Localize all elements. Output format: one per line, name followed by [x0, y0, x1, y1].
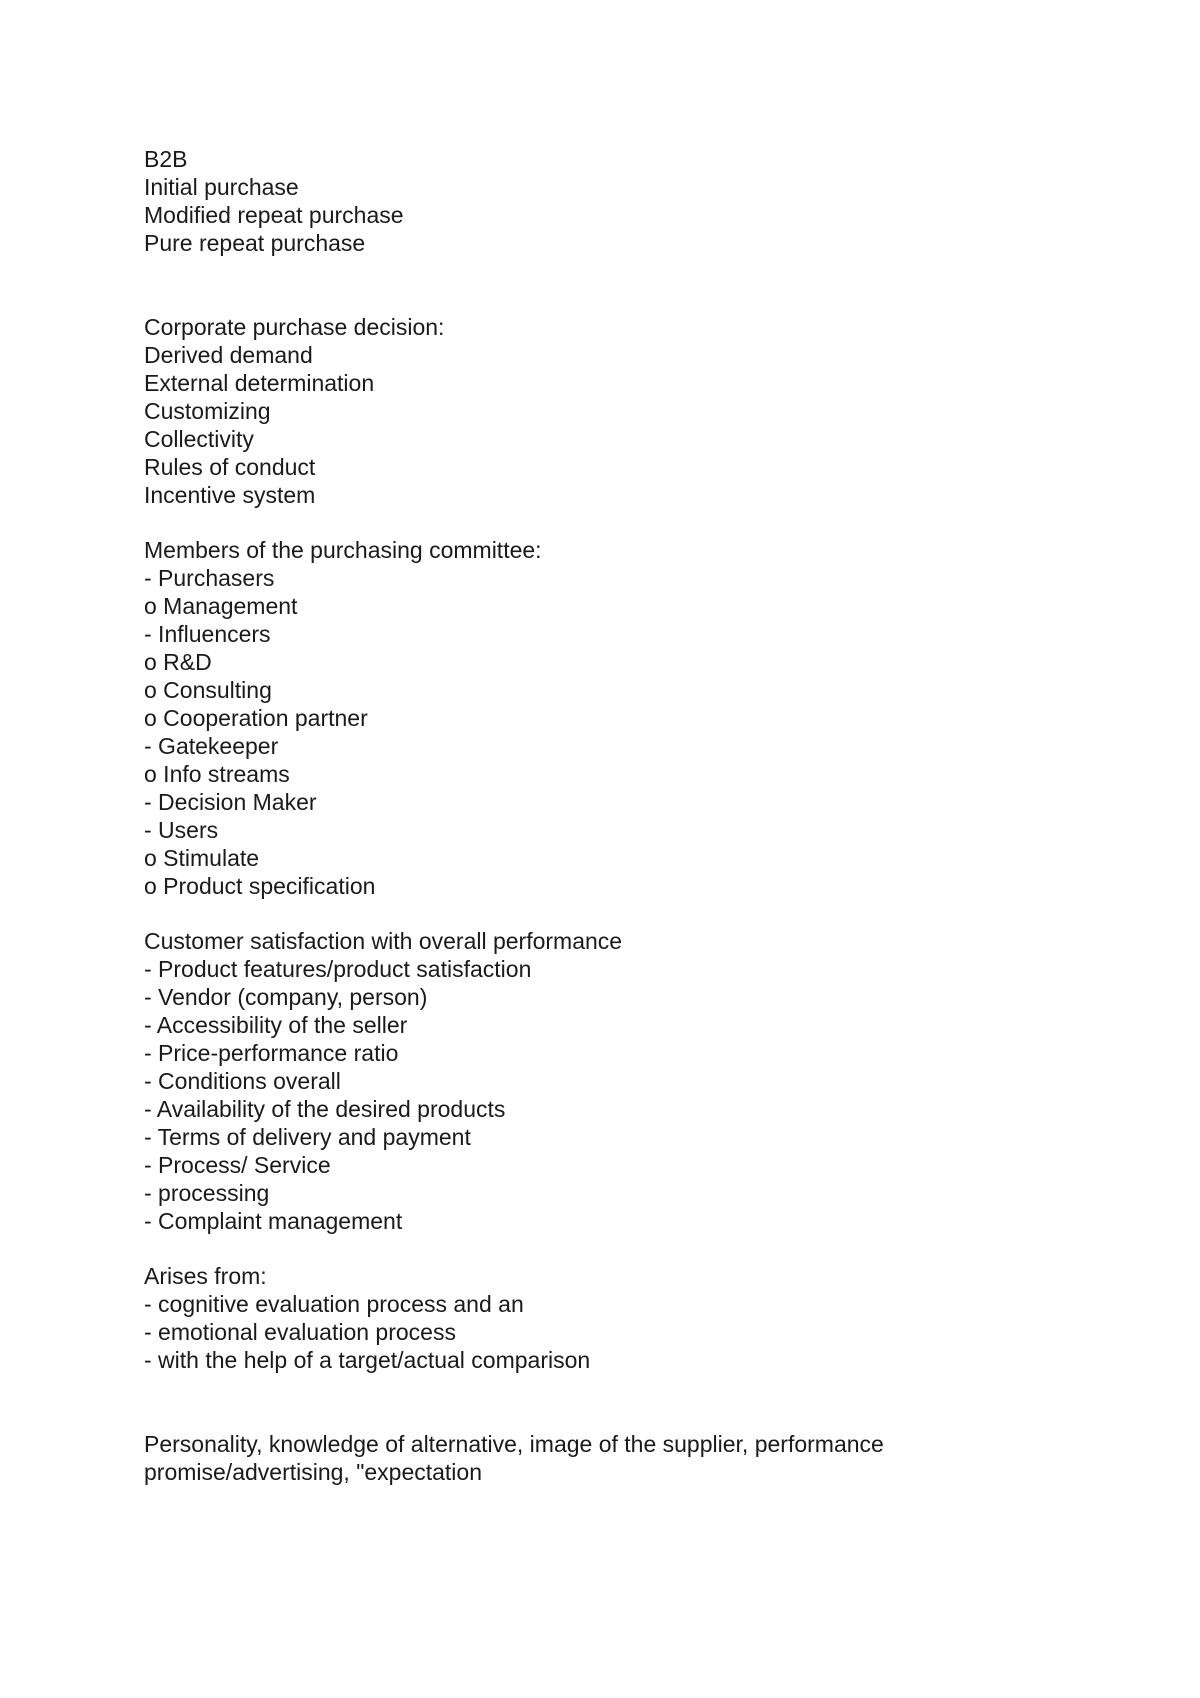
list-item: Rules of conduct — [144, 454, 316, 480]
list-item: o Stimulate — [144, 845, 260, 871]
list-item: Pure repeat purchase — [144, 230, 366, 256]
expectation-paragraph: Personality, knowledge of alternative, image of the supplier, performance promise/advertising, "expectation — [144, 1431, 884, 1485]
list-item: Derived demand — [144, 342, 313, 368]
list-item: o Product specification — [144, 873, 376, 899]
spacer — [144, 257, 1044, 313]
list-item: - Price-performance ratio — [144, 1040, 399, 1066]
section-customer-satisfaction — [144, 927, 1044, 1235]
list-item: - Complaint management — [144, 1208, 403, 1234]
spacer — [144, 1235, 1044, 1262]
spacer — [144, 1374, 1044, 1430]
list-item: External determination — [144, 370, 375, 396]
section-b2b — [144, 145, 1044, 257]
spacer — [144, 509, 1044, 536]
list-item: - Influencers — [144, 621, 271, 647]
list-item: Modified repeat purchase — [144, 202, 404, 228]
list-item: o Info streams — [144, 761, 290, 787]
list-item: - Accessibility of the seller — [144, 1012, 408, 1038]
list-item: o Cooperation partner — [144, 705, 368, 731]
list-item: Customizing — [144, 398, 271, 424]
list-item: - processing — [144, 1180, 270, 1206]
list-item: Incentive system — [144, 482, 316, 508]
section-arises-from — [144, 1262, 1044, 1374]
list-item: - with the help of a target/actual comparison — [144, 1347, 591, 1373]
section-heading: Customer satisfaction with overall performance — [144, 928, 623, 954]
list-item: - Gatekeeper — [144, 733, 279, 759]
list-item: - Vendor (company, person) — [144, 984, 428, 1010]
list-item: - Purchasers — [144, 565, 275, 591]
section-purchasing-committee — [144, 536, 1044, 900]
section-heading: Corporate purchase decision: — [144, 314, 445, 340]
list-item: Initial purchase — [144, 174, 299, 200]
section-heading: B2B — [144, 146, 188, 172]
section-corporate-purchase-decision — [144, 313, 1044, 509]
list-item: - cognitive evaluation process and an — [144, 1291, 524, 1317]
list-item: o Management — [144, 593, 298, 619]
list-item: - emotional evaluation process — [144, 1319, 456, 1345]
list-item: o Consulting — [144, 677, 272, 703]
list-item: - Users — [144, 817, 219, 843]
list-item: - Availability of the desired products — [144, 1096, 506, 1122]
list-item: - Terms of delivery and payment — [144, 1124, 471, 1150]
list-item: o R&D — [144, 649, 212, 675]
list-item: - Decision Maker — [144, 789, 317, 815]
list-item: - Conditions overall — [144, 1068, 341, 1094]
section-heading: Arises from: — [144, 1263, 267, 1289]
list-item: - Product features/product satisfaction — [144, 956, 532, 982]
list-item: - Process/ Service — [144, 1152, 331, 1178]
spacer — [144, 900, 1044, 927]
section-heading: Members of the purchasing committee: — [144, 537, 542, 563]
document-body — [144, 145, 1044, 1486]
list-item: Collectivity — [144, 426, 254, 452]
